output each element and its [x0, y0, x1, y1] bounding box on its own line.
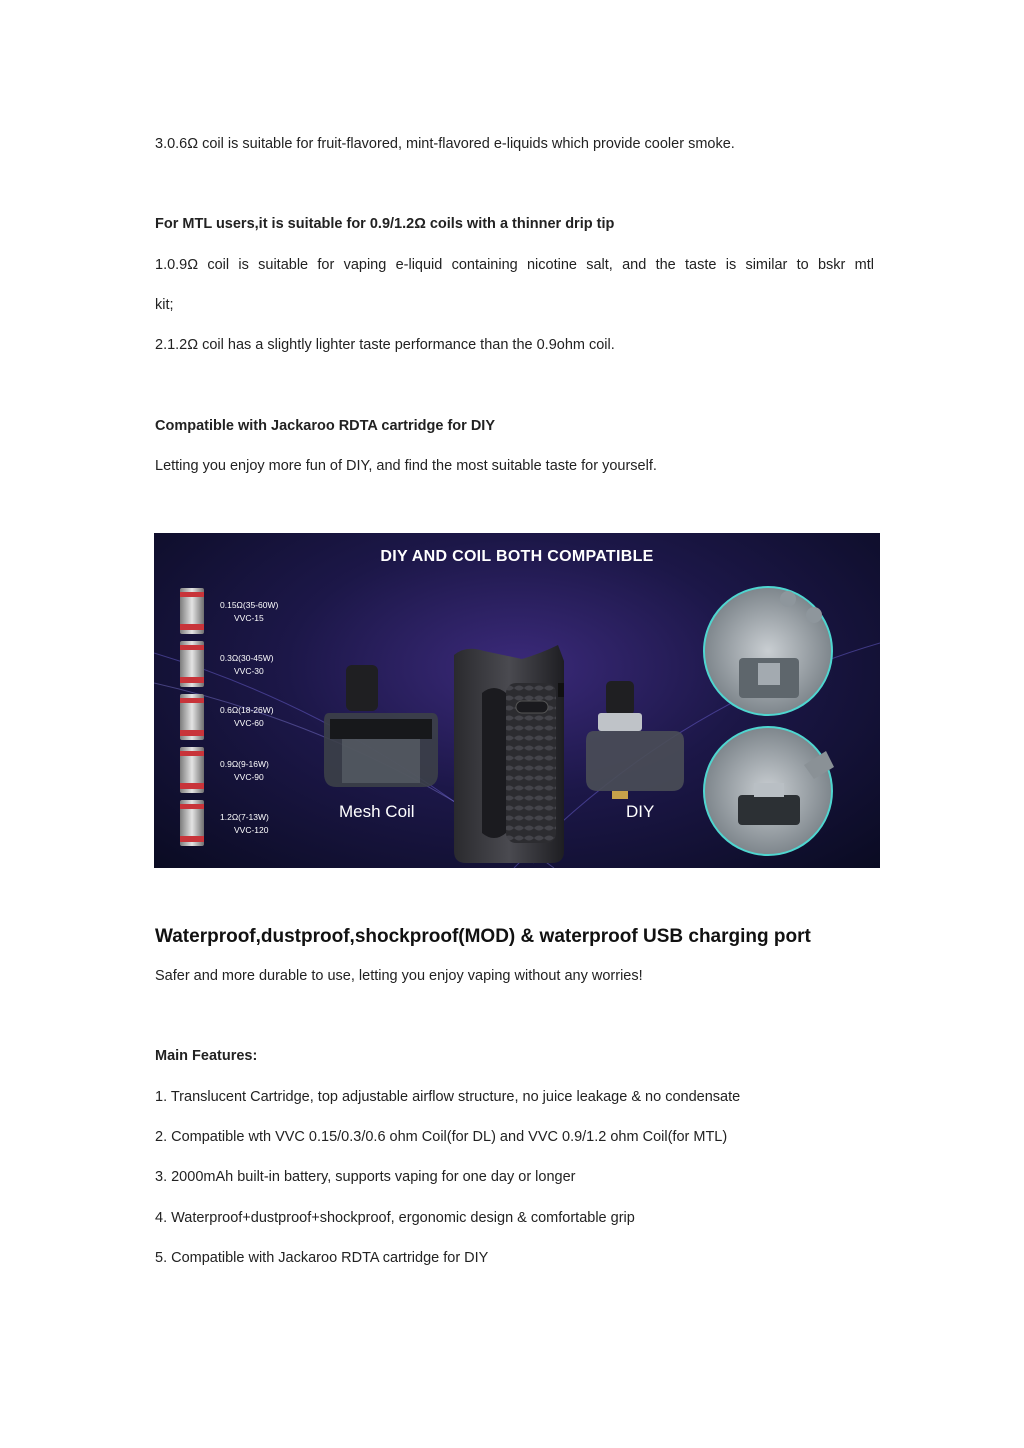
coil-code: VVC-60	[234, 718, 264, 728]
coil-label-60	[220, 704, 274, 730]
diy-caption: DIY	[626, 802, 655, 821]
feature-item: 3. 2000mAh built-in battery, supports vaping for one day or longer	[155, 1169, 576, 1185]
coil-spec: 1.2Ω(7-13W)	[220, 812, 269, 822]
coil-code: VVC-15	[234, 613, 264, 623]
mesh-coil-cartridge	[324, 665, 438, 787]
mesh-coil-caption: Mesh Coil	[339, 802, 415, 821]
coil-label-90	[220, 758, 269, 784]
section-title: Waterproof,dustproof,shockproof(MOD) & waterproof USB charging port	[155, 926, 811, 947]
paragraph-coil-09-line2: kit;	[155, 297, 174, 313]
coil-code: VVC-30	[234, 666, 264, 676]
coil-label-30	[220, 652, 274, 678]
coil-spec: 0.9Ω(9-16W)	[220, 759, 269, 769]
diy-cartridge	[586, 681, 684, 799]
coil-label-120	[220, 811, 269, 837]
coil-spec: 0.15Ω(35-60W)	[220, 600, 279, 610]
section-subtitle: Safer and more durable to use, letting you enjoy vaping without any worries!	[155, 968, 643, 984]
paragraph-coil-12: 2.1.2Ω coil has a slightly lighter taste performance than the 0.9ohm coil.	[155, 337, 615, 353]
coil-code: VVC-90	[234, 772, 264, 782]
coil-code: VVC-120	[234, 825, 269, 835]
diy-detail-top	[704, 587, 832, 715]
paragraph-diy: Letting you enjoy more fun of DIY, and find the most suitable taste for yourself.	[155, 458, 657, 474]
diy-detail-bottom	[704, 727, 834, 855]
mod-device	[454, 645, 564, 863]
feature-item: 2. Compatible wth VVC 0.15/0.3/0.6 ohm Coil(for DL) and VVC 0.9/1.2 ohm Coil(for MTL)	[155, 1129, 728, 1145]
coil-spec: 0.6Ω(18-26W)	[220, 705, 274, 715]
product-banner	[154, 533, 880, 868]
features-heading: Main Features:	[155, 1048, 258, 1064]
coil-label-15	[220, 599, 278, 625]
feature-item: 5. Compatible with Jackaroo RDTA cartridge for DIY	[155, 1250, 489, 1266]
coil-stack	[180, 588, 204, 846]
paragraph-coil-09-line1: 1.0.9Ω coil is suitable for vaping e-liquid containing nicotine salt, and the taste is similar to bskr mtl	[155, 257, 874, 273]
coil-spec: 0.3Ω(30-45W)	[220, 653, 274, 663]
paragraph-coil-06: 3.0.6Ω coil is suitable for fruit-flavored, mint-flavored e-liquids which provide cooler smoke.	[155, 136, 735, 152]
feature-item: 1. Translucent Cartridge, top adjustable airflow structure, no juice leakage & no condensate	[155, 1089, 741, 1105]
feature-item: 4. Waterproof+dustproof+shockproof, ergonomic design & comfortable grip	[155, 1210, 635, 1226]
diy-heading: Compatible with Jackaroo RDTA cartridge for DIY	[155, 418, 495, 434]
banner-title: DIY AND COIL BOTH COMPATIBLE	[380, 548, 654, 565]
mtl-heading: For MTL users,it is suitable for 0.9/1.2Ω coils with a thinner drip tip	[155, 216, 615, 232]
